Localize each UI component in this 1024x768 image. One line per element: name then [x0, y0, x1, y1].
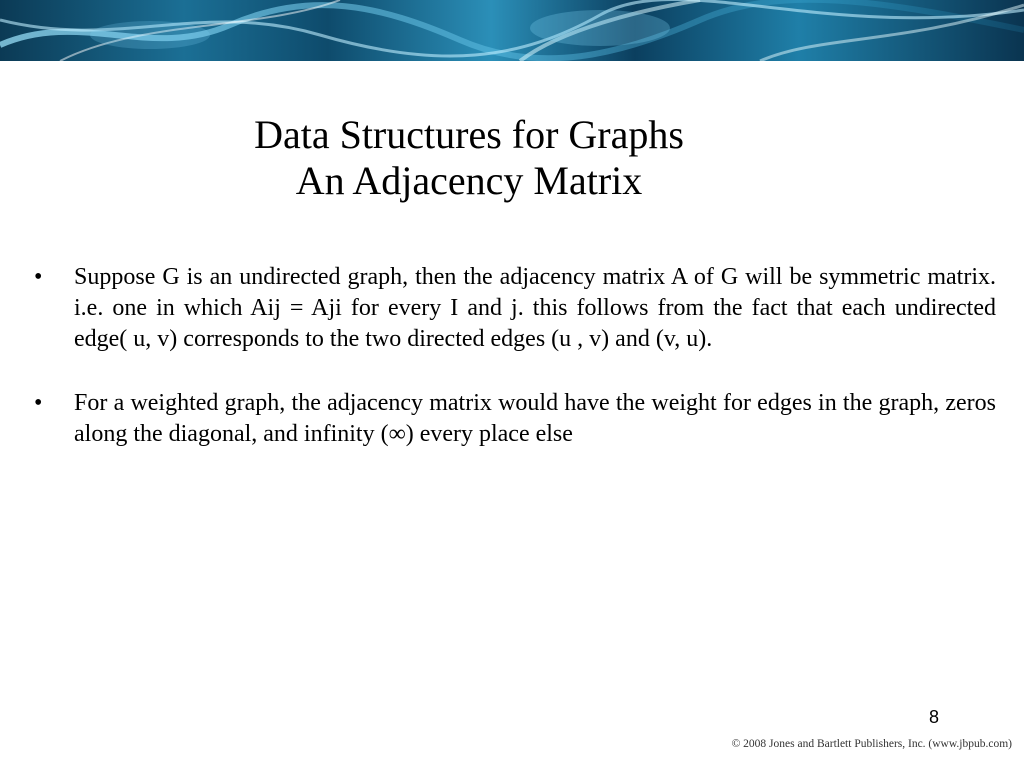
bullet-text: For a weighted graph, the adjacency matrix would have the weight for edges in the graph, zeros along the diagonal, and infinity (∞) every place else: [74, 390, 996, 447]
bullet-item-symmetric: [0, 262, 996, 355]
title-line-1: Data Structures for Graphs: [254, 112, 684, 157]
bullet-text: Suppose G is an undirected graph, then the adjacency matrix A of G will be symmetric matrix. i.e. one in which Aij = Aji for every I and j. this follows from the fact that each undirected edge( u, v) corresponds to the two directed edges (u , v) and (v, u).: [74, 264, 996, 352]
bullet-item-weighted: [0, 388, 996, 450]
copyright-notice: © 2008 Jones and Bartlett Publishers, Inc. (www.jbpub.com): [731, 738, 1012, 750]
title-line-2: An Adjacency Matrix: [295, 158, 643, 203]
bullet-list: [0, 262, 1024, 483]
bullet-marker: •: [34, 390, 43, 416]
abstract-wave-decoration: [0, 0, 1024, 61]
page-number: 8: [928, 707, 939, 727]
bullet-marker: •: [34, 264, 43, 290]
header-banner: [0, 0, 1024, 61]
slide-title: [0, 112, 938, 204]
